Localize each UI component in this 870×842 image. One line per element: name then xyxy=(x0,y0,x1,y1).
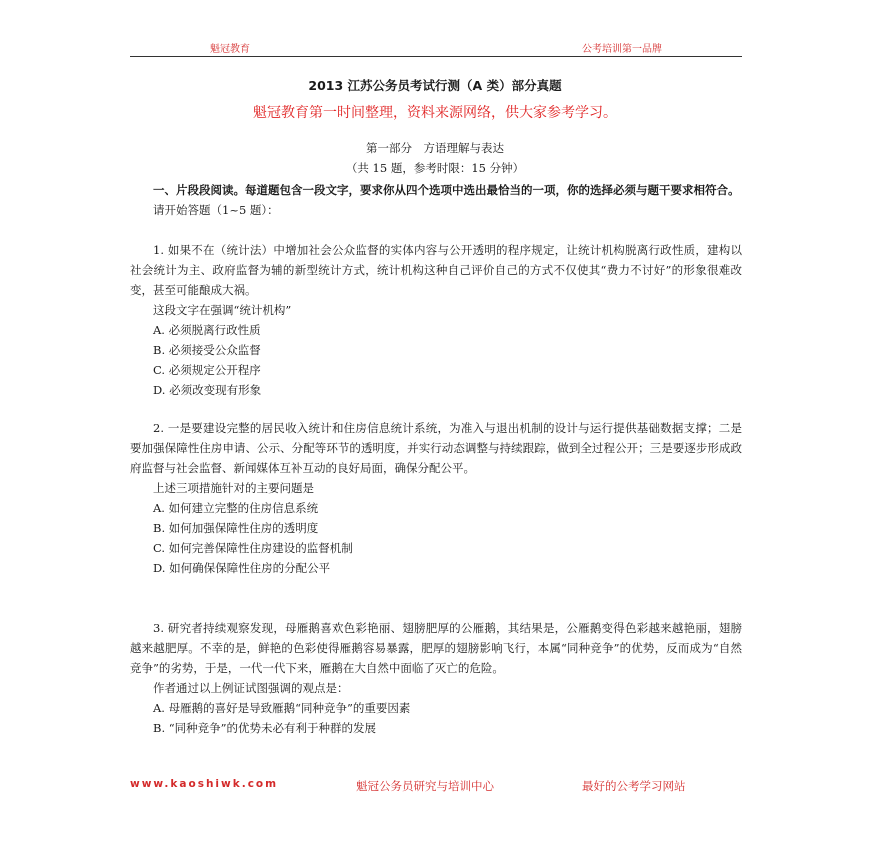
instruction-text: 一、片段段阅读。每道题包含一段文字，要求你从四个选项中选出最恰当的一项，你的选择必须与题干要求相符合。 xyxy=(153,183,740,197)
header-brand: 魁冠教育 xyxy=(210,44,250,55)
instructions xyxy=(130,180,742,220)
section-title: 第一部分 方语理解与表达 xyxy=(366,141,504,155)
question-stem: 2. 一是要建设完整的居民收入统计和住房信息统计系统，为准入与退出机制的设计与运行提供基础数据支撑；二是要加强保障性住房申请、公示、分配等环节的透明度，并实行动态调整与持续跟踪，做到全过程公开；三是要逐步形成政府监督与社会监督、新闻媒体互补互动的良好局面，确保分配公平。 xyxy=(130,421,742,475)
question-prompt: 这段文字在强调“统计机构” xyxy=(153,303,292,317)
footer-website: www.kaoshiwk.com xyxy=(130,778,279,790)
document-title: 2013 江苏公务员考试行测（A 类）部分真题 xyxy=(308,78,562,93)
question-1 xyxy=(130,240,742,400)
instruction-start: 请开始答题（1~5 题）： xyxy=(153,203,279,217)
source-notice: 魁冠教育第一时间整理，资料来源网络，供大家参考学习。 xyxy=(253,105,617,121)
question-prompt: 作者通过以上例证试图强调的观点是： xyxy=(153,681,349,695)
option-b: B. 必须接受公众监督 xyxy=(153,343,261,357)
option-c: C. 如何完善保障性住房建设的监督机制 xyxy=(153,541,353,555)
option-a: A. 母雁鹅的喜好是导致雁鹅“同种竞争”的重要因素 xyxy=(153,701,411,715)
option-d: D. 必须改变现有形象 xyxy=(153,383,262,397)
question-stem: 1. 如果不在（统计法）中增加社会公众监督的实体内容与公开透明的程序规定，让统计机构脱离行政性质，建构以社会统计为主、政府监督为辅的新型统计方式，统计机构这种自己评价自己的方式不仅使其“费力不讨好”的形象很难改变，甚至可能酿成大祸。 xyxy=(130,243,742,297)
question-3 xyxy=(130,618,742,738)
option-b: B. 如何加强保障性住房的透明度 xyxy=(153,521,319,535)
option-c: C. 必须规定公开程序 xyxy=(153,363,261,377)
option-d: D. 如何确保保障性住房的分配公平 xyxy=(153,561,331,575)
question-prompt: 上述三项措施针对的主要问题是 xyxy=(153,481,314,495)
option-a: A. 必须脱离行政性质 xyxy=(153,323,261,337)
question-2 xyxy=(130,418,742,578)
option-b: B. “同种竞争”的优势未必有利于种群的发展 xyxy=(153,721,377,735)
header-slogan: 公考培训第一品牌 xyxy=(582,44,662,55)
page-header xyxy=(130,40,742,57)
page-footer xyxy=(130,778,742,794)
footer-center: 魁冠公务员研究与培训中心 xyxy=(356,779,494,793)
option-a: A. 如何建立完整的住房信息系统 xyxy=(153,501,319,515)
section-subtitle: （共 15 题，参考时限：15 分钟） xyxy=(345,161,525,175)
footer-slogan: 最好的公考学习网站 xyxy=(582,779,686,793)
question-stem: 3. 研究者持续观察发现，母雁鹅喜欢色彩艳丽、翅膀肥厚的公雁鹅，其结果是，公雁鹅变得色彩越来越艳丽，翅膀越来越肥厚。不幸的是，鲜艳的色彩使得雁鹅容易暴露，肥厚的翅膀影响飞行，本属“同种竞争”的优势，反而成为“自然竞争”的劣势，于是，一代一代下来，雁鹅在大自然中面临了灭亡的危险。 xyxy=(130,621,742,675)
